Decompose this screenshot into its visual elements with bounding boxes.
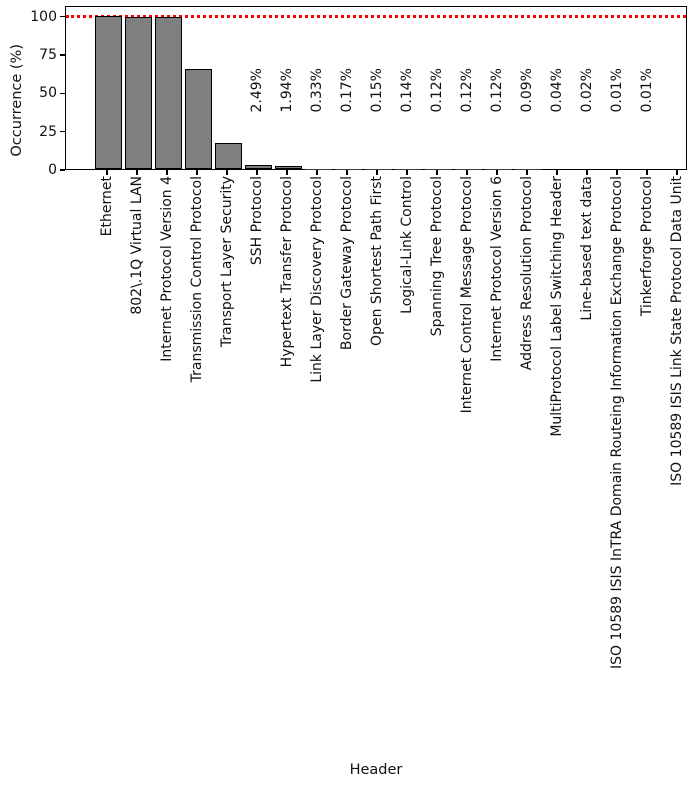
x-tick-mark bbox=[196, 170, 197, 175]
x-tick-label: Address Resolution Protocol bbox=[518, 176, 535, 371]
bar-value-label: 0.12% bbox=[428, 67, 445, 112]
x-tick-label: 802\.1Q Virtual LAN bbox=[128, 176, 145, 315]
x-tick-mark bbox=[346, 170, 347, 175]
x-tick-label: Open Shortest Path First bbox=[368, 176, 385, 346]
x-tick-label: Logical-Link Control bbox=[398, 176, 415, 314]
bar bbox=[305, 169, 332, 170]
y-tick-label: 75 bbox=[39, 46, 57, 63]
bar bbox=[215, 143, 242, 169]
bar-value-label: 0.17% bbox=[338, 67, 355, 112]
y-tick-label: 50 bbox=[39, 85, 57, 102]
x-tick-mark bbox=[376, 170, 377, 175]
y-tick-label: 100 bbox=[30, 8, 57, 25]
bar bbox=[185, 69, 212, 169]
bar-value-label: 0.01% bbox=[638, 67, 655, 112]
x-tick-mark bbox=[676, 170, 677, 175]
y-tick-mark bbox=[60, 54, 65, 55]
bar-value-label: 0.12% bbox=[488, 67, 505, 112]
x-tick-mark bbox=[226, 170, 227, 175]
x-tick-label: MultiProtocol Label Switching Header bbox=[548, 176, 565, 437]
x-tick-label: ISO 10589 ISIS InTRA Domain Routeing Information Exchange Protocol bbox=[608, 176, 625, 669]
bar-value-label: 0.15% bbox=[368, 67, 385, 112]
x-tick-mark bbox=[256, 170, 257, 175]
x-tick-mark bbox=[316, 170, 317, 175]
x-axis-title: Header bbox=[349, 762, 403, 778]
bar bbox=[95, 16, 122, 169]
x-tick-mark bbox=[286, 170, 287, 175]
bar-value-label: 0.04% bbox=[548, 67, 565, 112]
x-tick-label: Line-based text data bbox=[578, 176, 595, 321]
x-tick-label: Transmission Control Protocol bbox=[188, 176, 205, 383]
bar-value-label: 2.49% bbox=[248, 67, 265, 112]
x-tick-mark bbox=[106, 170, 107, 175]
bar-value-label: 1.94% bbox=[278, 67, 295, 112]
x-tick-label: Tinkerforge Protocol bbox=[638, 176, 655, 317]
y-tick-mark bbox=[60, 16, 65, 17]
x-tick-label: Spanning Tree Protocol bbox=[428, 176, 445, 337]
y-axis-title: Occurrence (%) bbox=[9, 44, 25, 157]
x-tick-mark bbox=[496, 170, 497, 175]
x-tick-label: SSH Protocol bbox=[248, 176, 265, 266]
x-tick-mark bbox=[436, 170, 437, 175]
bar bbox=[275, 166, 302, 169]
x-tick-label: Internet Control Message Protocol bbox=[458, 176, 475, 414]
y-tick-label: 25 bbox=[39, 123, 57, 140]
x-tick-label: Hypertext Transfer Protocol bbox=[278, 176, 295, 368]
x-tick-label: Border Gateway Protocol bbox=[338, 176, 355, 351]
x-tick-mark bbox=[406, 170, 407, 175]
bar-value-label: 0.09% bbox=[518, 67, 535, 112]
x-tick-mark bbox=[556, 170, 557, 175]
y-tick-mark bbox=[60, 93, 65, 94]
x-tick-label: Ethernet bbox=[98, 176, 115, 237]
x-tick-label: Transport Layer Security bbox=[218, 176, 235, 348]
bar-value-label: 0.02% bbox=[578, 67, 595, 112]
x-tick-mark bbox=[136, 170, 137, 175]
x-tick-mark bbox=[466, 170, 467, 175]
y-tick-mark bbox=[60, 131, 65, 132]
bar bbox=[125, 17, 152, 169]
bar bbox=[155, 17, 182, 169]
x-tick-label: Internet Protocol Version 6 bbox=[488, 176, 505, 362]
bar-value-label: 0.14% bbox=[398, 67, 415, 112]
bar-value-label: 0.12% bbox=[458, 67, 475, 112]
x-tick-mark bbox=[526, 170, 527, 175]
x-tick-mark bbox=[616, 170, 617, 175]
bar-value-label: 0.01% bbox=[608, 67, 625, 112]
y-tick-label: 0 bbox=[48, 162, 57, 178]
x-tick-mark bbox=[646, 170, 647, 175]
x-tick-label: Internet Protocol Version 4 bbox=[158, 176, 175, 362]
y-tick-mark bbox=[60, 169, 65, 170]
x-tick-label: Link Layer Discovery Protocol bbox=[308, 176, 325, 383]
x-tick-mark bbox=[166, 170, 167, 175]
bar-value-label: 0.33% bbox=[308, 67, 325, 112]
x-tick-mark bbox=[586, 170, 587, 175]
bar bbox=[245, 165, 272, 169]
x-tick-label: ISO 10589 ISIS Link State Protocol Data Unit bbox=[668, 176, 685, 486]
